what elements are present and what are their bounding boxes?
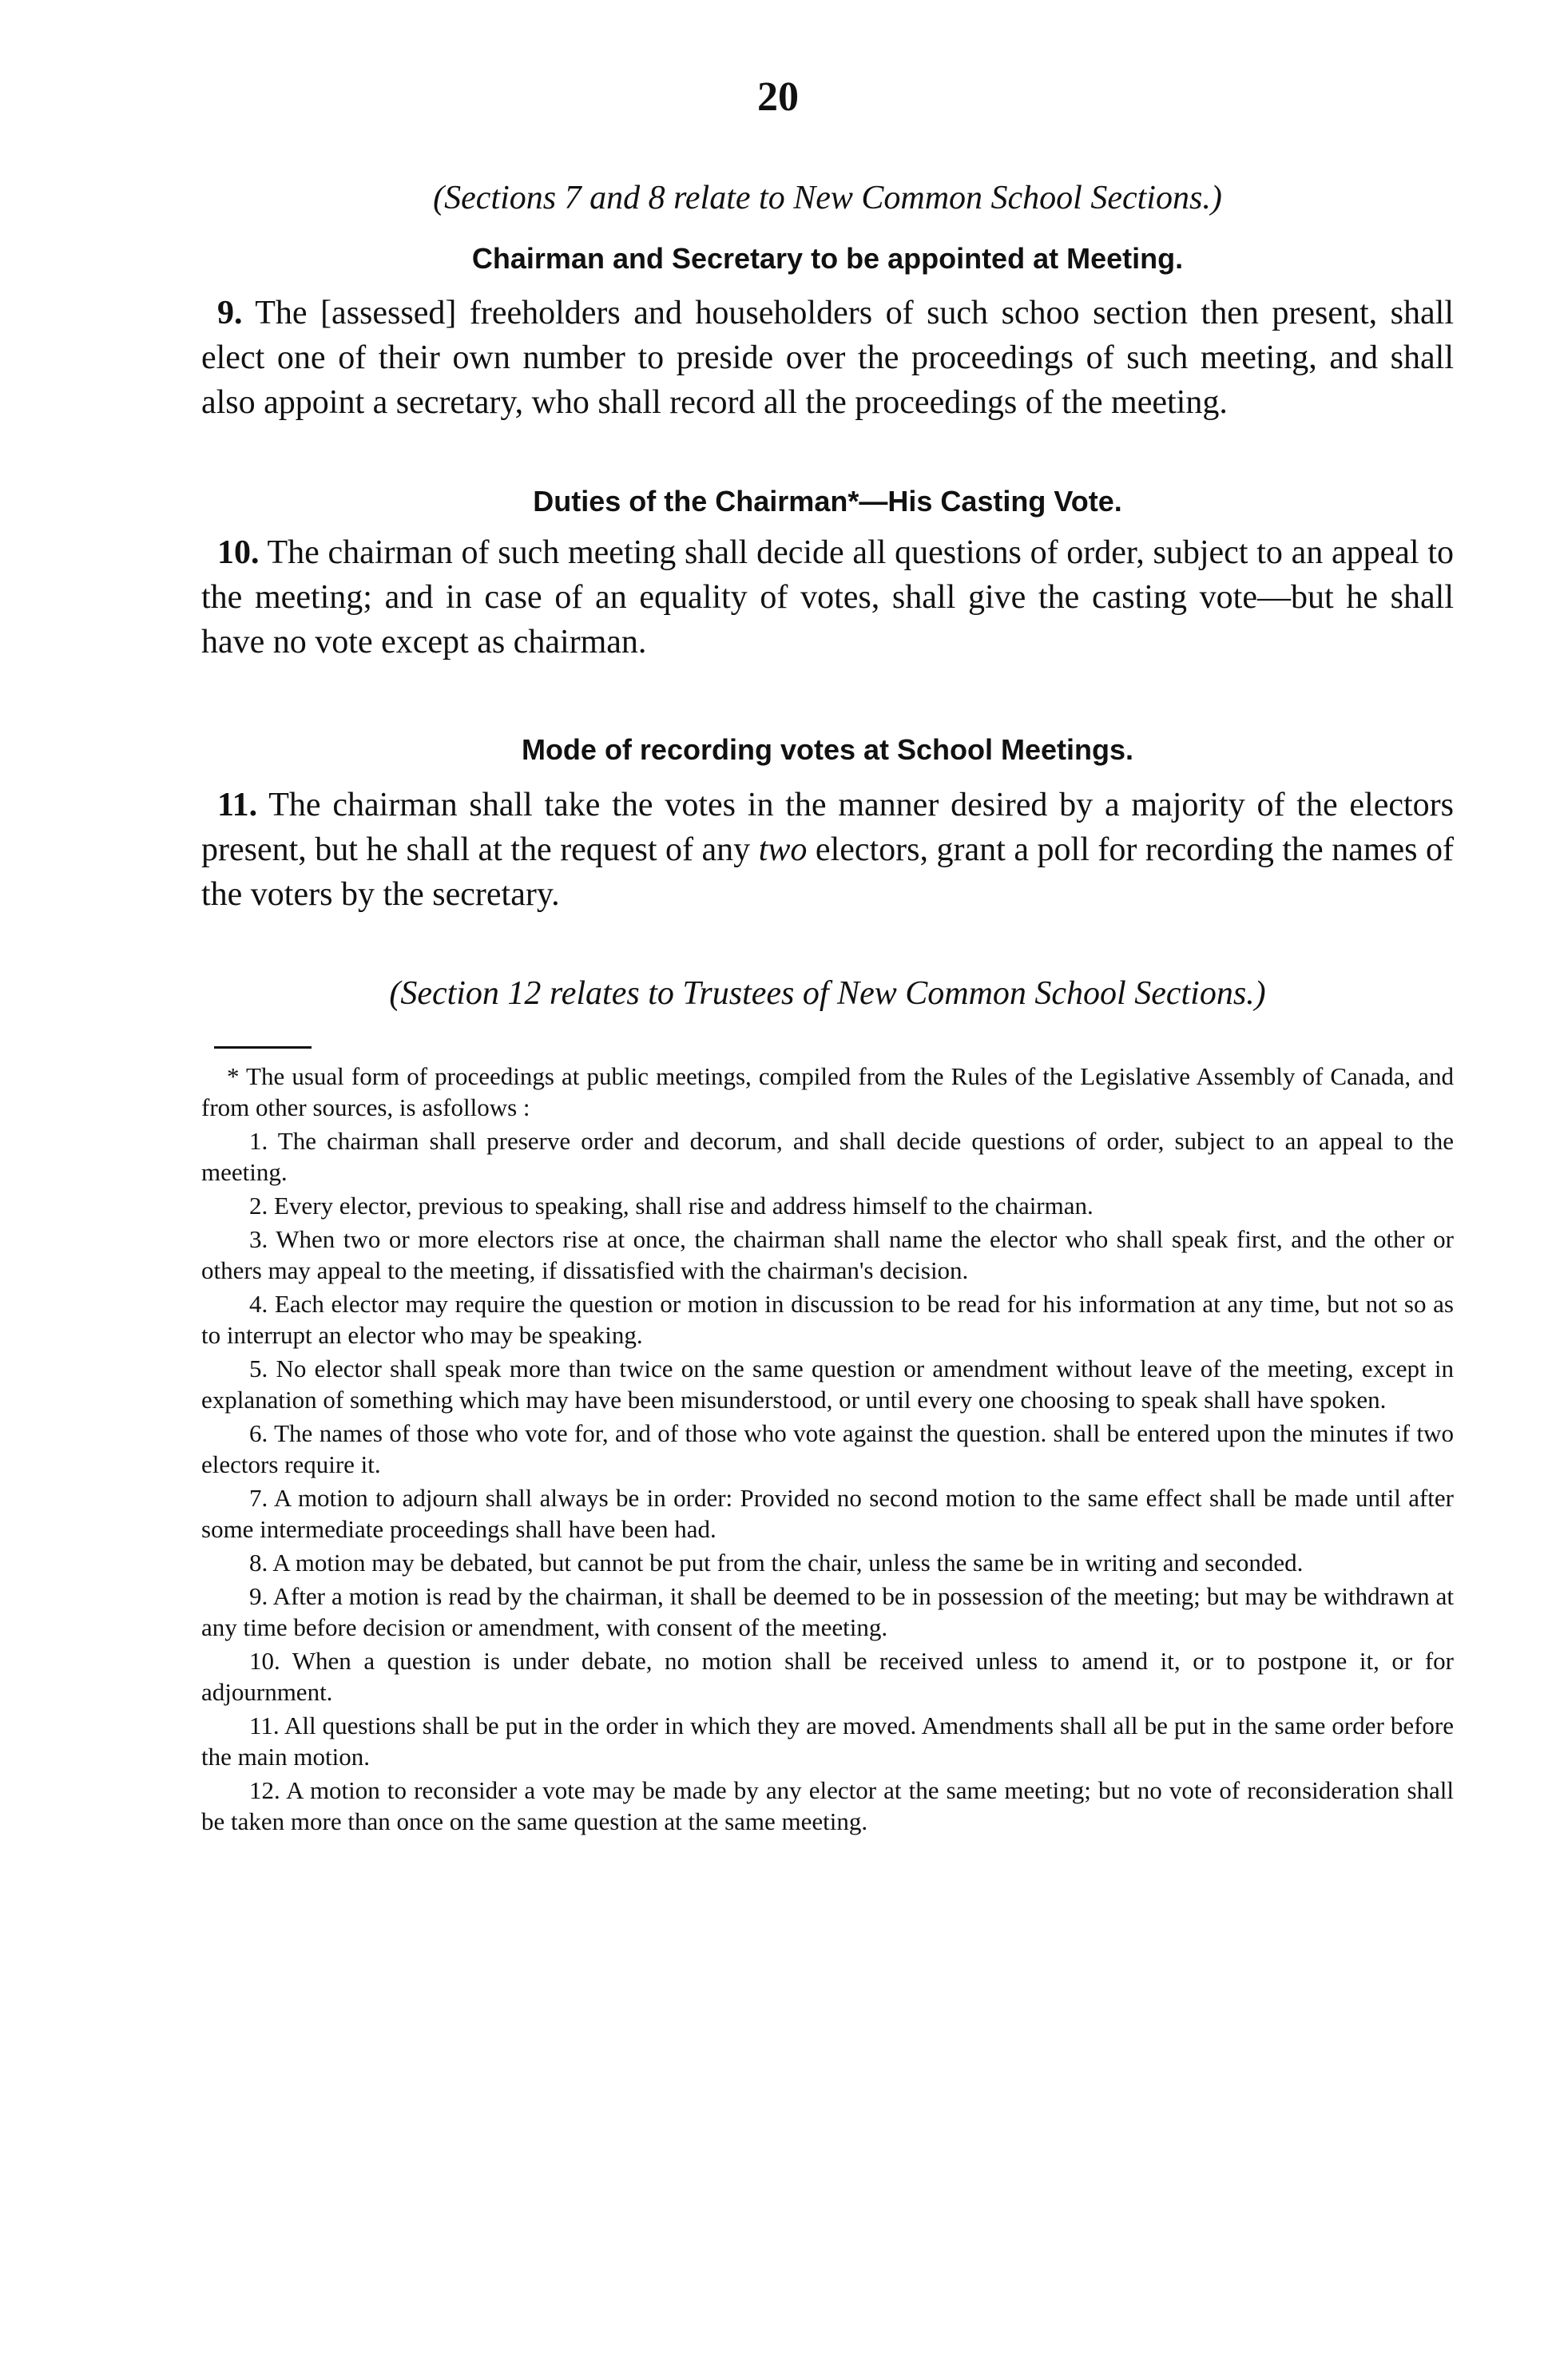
footnote-rule-item bbox=[201, 1547, 1454, 1578]
footnote-rule-number: 10. bbox=[249, 1647, 280, 1675]
footnote-rule-text: A motion may be debated, but cannot be put from the chair, unless the same be in writing and seconded. bbox=[272, 1549, 1304, 1577]
footnote-rule-number: 1. bbox=[249, 1127, 268, 1155]
footnote-intro-text: The usual form of proceedings at public meetings, compiled from the Rules of the Legislative Assembly of Canada, and from other sources, is asfollows : bbox=[201, 1062, 1454, 1121]
section-9 bbox=[201, 291, 1454, 425]
section-10 bbox=[201, 530, 1454, 664]
section-11-text-before: The chairman shall take the votes in the manner desired by a majority of the electors present, but he shall at the request of any bbox=[201, 787, 1454, 868]
footnote-rule-item bbox=[201, 1482, 1454, 1545]
footnote-rule-text: The names of those who vote for, and of those who vote against the question. shall be entered upon the minutes if two electors require it. bbox=[201, 1419, 1454, 1478]
footnote-rule-number: 2. bbox=[249, 1192, 268, 1220]
section-11-italic: two bbox=[758, 831, 808, 868]
section-11 bbox=[201, 783, 1454, 917]
heading-mode-recording: Mode of recording votes at School Meetings. bbox=[521, 733, 1134, 766]
footnote-rule-item bbox=[201, 1645, 1454, 1708]
footnote-rule-number: 11. bbox=[249, 1712, 280, 1739]
footnotes bbox=[201, 1061, 1454, 1839]
section-10-number: 10. bbox=[217, 534, 260, 571]
footnote-marker: * bbox=[227, 1062, 240, 1090]
page-number: 20 bbox=[757, 74, 799, 120]
footnote-rule-text: When a question is under debate, no motion shall be received unless to amend it, or to postpone it, or for adjournment. bbox=[201, 1647, 1454, 1706]
footnote-rule-item bbox=[201, 1288, 1454, 1351]
note-section-12: (Section 12 relates to Trustees of New Common School Sections.) bbox=[389, 975, 1266, 1012]
section-9-text: The [assessed] freeholders and householders of such schoo section then present, shall elect one of their own number to preside over the proceedings of such meeting, and shall also appoint a secretary, who shall record all the proceedings of the meeting. bbox=[201, 295, 1454, 421]
footnote-rule-text: A motion to reconsider a vote may be made by any elector at the same meeting; but no vote of reconsideration shall be taken more than once on the same question at the same meeting. bbox=[201, 1776, 1454, 1835]
footnote-rule-number: 9. bbox=[249, 1582, 268, 1610]
section-11-number: 11. bbox=[217, 787, 258, 823]
heading-duties-chairman: Duties of the Chairman*—His Casting Vote. bbox=[533, 485, 1122, 518]
footnote-rule-number: 5. bbox=[249, 1355, 268, 1382]
section-11-text-after: electors, grant a poll for recording the names of the voters by the secretary. bbox=[201, 831, 1454, 913]
footnote-rule-text: Every elector, previous to speaking, shall rise and address himself to the chairman. bbox=[274, 1192, 1094, 1220]
heading-chairman-secretary: Chairman and Secretary to be appointed at Meeting. bbox=[471, 242, 1184, 275]
section-9-number: 9. bbox=[217, 295, 243, 331]
note-sections-7-8: (Sections 7 and 8 relate to New Common School Sections.) bbox=[433, 180, 1222, 216]
footnote-rule-number: 12. bbox=[249, 1776, 280, 1804]
section-10-text: The chairman of such meeting shall decide all questions of order, subject to an appeal to the meeting; and in case of an equality of votes, shall give the casting vote—but he shall have no vote except as chairman. bbox=[201, 534, 1454, 660]
footnote-rule-item bbox=[201, 1224, 1454, 1286]
footnote-rule bbox=[214, 1046, 312, 1049]
footnote-rules-list bbox=[201, 1125, 1454, 1837]
footnote-rule-text: After a motion is read by the chairman, it shall be deemed to be in possession of the meeting; but may be withdrawn at any time before decision or amendment, with consent of the meeting. bbox=[201, 1582, 1455, 1641]
footnote-intro bbox=[201, 1061, 1454, 1123]
footnote-rule-number: 7. bbox=[249, 1484, 268, 1512]
footnote-rule-item bbox=[201, 1710, 1454, 1772]
footnote-rule-text: The chairman shall preserve order and decorum, and shall decide questions of order, subject to an appeal to the meeting. bbox=[201, 1127, 1454, 1186]
footnote-rule-text: All questions shall be put in the order in which they are moved. Amendments shall all be put in the same order before the main motion. bbox=[201, 1712, 1454, 1771]
footnote-rule-text: When two or more electors rise at once, the chairman shall name the elector who shall speak first, and the other or others may appeal to the meeting, if dissatisfied with the chairman's decision. bbox=[201, 1225, 1454, 1284]
footnote-rule-number: 4. bbox=[249, 1290, 268, 1318]
footnote-rule-item bbox=[201, 1581, 1454, 1643]
footnote-rule-number: 6. bbox=[249, 1419, 268, 1447]
footnote-rule-item bbox=[201, 1775, 1454, 1837]
footnote-rule-number: 3. bbox=[249, 1225, 268, 1253]
footnote-rule-text: A motion to adjourn shall always be in order: Provided no second motion to the same effect shall be made until after some intermediate proceedings shall have been had. bbox=[201, 1484, 1454, 1543]
footnote-rule-text: No elector shall speak more than twice on the same question or amendment without leave of the meeting, except in explanation of something which may have been misunderstood, or until every one choosing to speak shall have spoken. bbox=[201, 1355, 1455, 1414]
footnote-rule-item bbox=[201, 1418, 1454, 1480]
footnote-rule-item bbox=[201, 1190, 1454, 1221]
footnote-rule-item bbox=[201, 1353, 1454, 1415]
footnote-rule-text: Each elector may require the question or motion in discussion to be read for his information at any time, but not so as to interrupt an elector who may be speaking. bbox=[201, 1290, 1454, 1349]
footnote-rule-number: 8. bbox=[249, 1549, 268, 1577]
footnote-rule-item bbox=[201, 1125, 1454, 1188]
